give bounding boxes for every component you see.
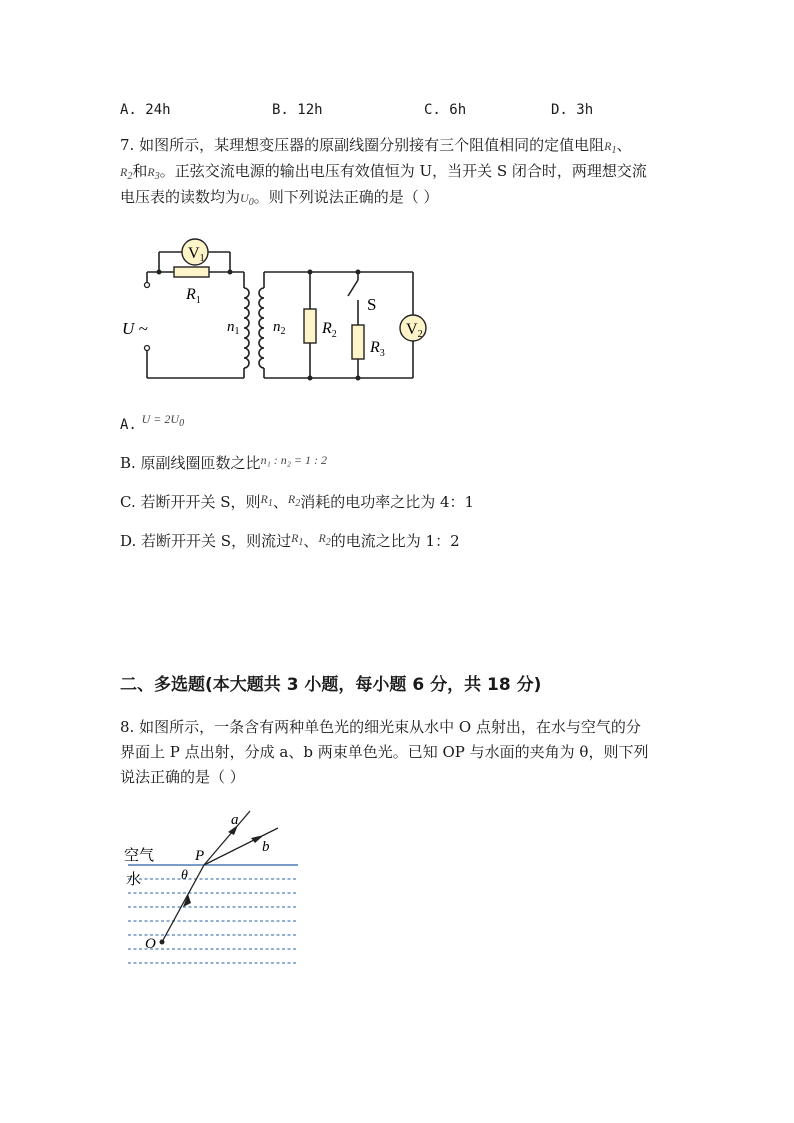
q7-circuit-diagram bbox=[110, 228, 440, 388]
q7-r2-letter: R bbox=[120, 165, 128, 179]
n2-label: $n_2$ bbox=[273, 319, 286, 337]
q7-option-b-formula: n₁ : n₂ = 1 : 2 bbox=[260, 453, 327, 467]
q7-option-b bbox=[120, 452, 327, 475]
q7-r1-letter: R bbox=[604, 139, 612, 153]
q6-option-b: B. 12h bbox=[272, 102, 323, 118]
q7-option-d-text2: 的电流之比为 1：2 bbox=[330, 532, 460, 550]
q7-option-a-formula-main: U = 2U bbox=[141, 412, 180, 426]
point-o bbox=[160, 940, 165, 945]
q7-option-c-text1: C. 若断开开关 S，则 bbox=[120, 493, 261, 511]
ray-a bbox=[204, 811, 250, 865]
q7-r3-letter: R bbox=[147, 165, 155, 179]
q7-option-d-r1 bbox=[291, 531, 304, 548]
q7-u0-symbol bbox=[240, 191, 254, 208]
q8-stem-line1: 8. 如图所示，一条含有两种单色光的细光束从水中 O 点射出，在水与空气的分 bbox=[120, 718, 641, 736]
q7-option-d-r2 bbox=[318, 531, 331, 548]
q7-option-d-sep: 、 bbox=[303, 532, 319, 550]
q7-option-c-r1 bbox=[260, 492, 273, 509]
q6-option-a: A. 24h bbox=[120, 102, 171, 118]
q7-option-d-r2-sub: 2 bbox=[325, 537, 331, 548]
q7-option-a-formula-sub: 0 bbox=[179, 418, 185, 429]
q7-option-c bbox=[120, 491, 474, 519]
water-label: 水 bbox=[126, 872, 142, 888]
ray-a-label: a bbox=[231, 812, 239, 828]
junction-dot bbox=[157, 270, 162, 275]
r1-label: $R_1$ bbox=[186, 286, 201, 306]
q7-stem-line1 bbox=[120, 134, 631, 162]
q7-r1-sub: 1 bbox=[611, 145, 617, 156]
q7-option-d-r1-letter: R bbox=[291, 531, 299, 545]
q7-option-c-r2-sub: 2 bbox=[295, 498, 301, 509]
resistor-r2 bbox=[304, 309, 316, 343]
q7-option-d-text1: D. 若断开开关 S，则流过 bbox=[120, 532, 292, 550]
q7-option-c-sep: 、 bbox=[272, 493, 288, 511]
q7-option-c-text2: 消耗的电功率之比为 4：1 bbox=[300, 493, 475, 511]
junction-dot bbox=[356, 376, 361, 381]
source-terminal-bottom bbox=[145, 346, 150, 351]
air-label: 空气 bbox=[124, 848, 155, 864]
q7-option-d bbox=[120, 530, 460, 558]
v1-label: V1 bbox=[188, 245, 205, 264]
q7-option-d-r2-letter: R bbox=[318, 531, 326, 545]
q7-r3-symbol bbox=[147, 165, 160, 182]
resistor-r1 bbox=[174, 267, 209, 277]
q7-stem-line3 bbox=[120, 186, 438, 214]
q7-and: 和 bbox=[132, 162, 148, 180]
r2-label: $R_2$ bbox=[322, 320, 337, 340]
q7-stem-text2: 。正弦交流电源的输出电压有效值恒为 U，当开关 S 闭合时，两理想交流 bbox=[159, 162, 647, 180]
q7-option-a bbox=[120, 413, 184, 441]
q7-option-a-formula bbox=[141, 412, 185, 429]
q7-option-c-r1-sub: 1 bbox=[267, 498, 273, 509]
r3-label: $R_3$ bbox=[370, 339, 385, 359]
q8-stem-line2: 界面上 P 点出射，分成 a、b 两束单色光。已知 OP 与水面的夹角为 θ，则下列 bbox=[120, 743, 649, 761]
theta-label: θ bbox=[181, 868, 188, 883]
q6-option-d: D. 3h bbox=[551, 102, 594, 118]
q7-stem-line2 bbox=[120, 160, 647, 188]
q7-r3-sub: 3 bbox=[154, 171, 160, 182]
q7-option-d-r1-sub: 1 bbox=[298, 537, 304, 548]
v2-label: V2 bbox=[406, 321, 423, 340]
q6-option-c: C. 6h bbox=[424, 102, 467, 118]
resistor-r3 bbox=[352, 325, 364, 359]
section-2-heading: 二、多选题(本大题共 3 小题，每小题 6 分，共 18 分) bbox=[120, 675, 542, 695]
point-p-label: P bbox=[195, 848, 205, 864]
q7-u0-letter: U bbox=[240, 191, 249, 205]
q7-sep1: 、 bbox=[616, 136, 632, 154]
ray-b-label: b bbox=[262, 839, 270, 855]
q7-option-c-r2-letter: R bbox=[287, 492, 296, 506]
q7-r2-symbol bbox=[120, 165, 133, 182]
n1-label: $n_1$ bbox=[227, 319, 240, 337]
q8-stem-line3: 说法正确的是（ ） bbox=[120, 768, 245, 786]
q7-r1-symbol bbox=[604, 139, 617, 156]
q7-option-c-r2 bbox=[287, 492, 301, 509]
q7-u0-sub: 0 bbox=[248, 197, 254, 208]
junction-dot bbox=[356, 270, 361, 275]
junction-dot bbox=[228, 270, 233, 275]
q7-option-a-label: A. bbox=[120, 417, 137, 433]
point-o-label: O bbox=[145, 936, 156, 952]
q7-r2-sub: 2 bbox=[127, 171, 133, 182]
q7-option-c-r1-letter: R bbox=[260, 492, 268, 506]
q7-stem-text3: 电压表的读数均为 bbox=[120, 188, 241, 206]
q7-stem-text1: 7. 如图所示，某理想变压器的原副线圈分别接有三个阻值相同的定值电阻 bbox=[120, 136, 605, 154]
q7-option-b-text: B. 原副线圈匝数之比 bbox=[120, 454, 261, 472]
switch-label: S bbox=[367, 295, 377, 314]
junction-dot bbox=[308, 376, 313, 381]
junction-dot bbox=[308, 270, 313, 275]
source-terminal-top bbox=[145, 283, 150, 288]
q7-stem-text4: 。则下列说法正确的是（ ） bbox=[253, 188, 439, 206]
q8-refraction-figure bbox=[118, 805, 308, 975]
source-label: U ~ bbox=[122, 319, 148, 338]
